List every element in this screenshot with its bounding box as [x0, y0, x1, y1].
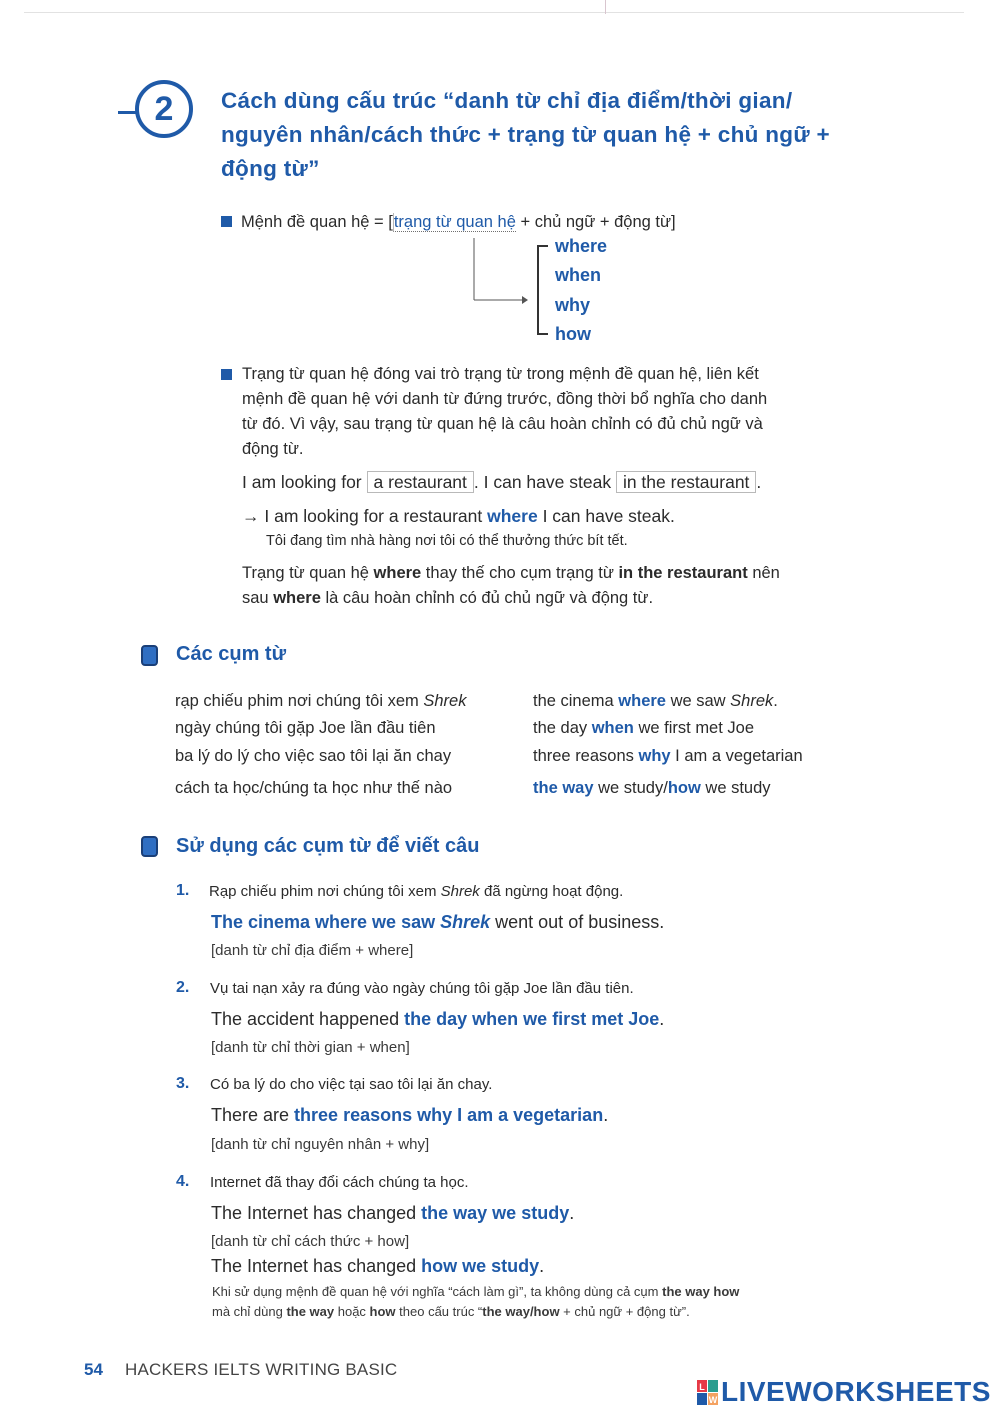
item-vi-text: đã ngừng hoạt động.	[479, 883, 624, 900]
item-number-3: 3.	[176, 1075, 190, 1092]
adverb-where: where	[555, 236, 608, 256]
phrase-en-italic: Shrek	[730, 692, 774, 710]
phrase-en-text: .	[773, 692, 778, 710]
item-en-1	[211, 912, 664, 933]
formula-prefix: Mệnh đề quan hệ = [	[241, 213, 393, 231]
page-number: 54	[84, 1360, 103, 1379]
phrase-en-3	[533, 747, 803, 766]
arrow-head-icon	[522, 296, 528, 304]
arrow-icon: →	[242, 506, 260, 526]
result-part-a: I am looking for a restaurant	[264, 506, 488, 526]
phrase-en-key: where	[618, 692, 666, 710]
item-en-text: .	[539, 1256, 545, 1276]
item-en-text: There are	[211, 1105, 295, 1125]
note1-b: thay thế cho cụm trạng từ	[421, 564, 619, 582]
small-note-key: the way/how	[482, 1304, 560, 1319]
formula-bracket-diagram	[470, 236, 550, 346]
item-note-3: [danh từ chỉ nguyên nhân + why]	[211, 1136, 430, 1153]
item-en-key-italic: Shrek	[440, 912, 491, 932]
explanation-line1: Trạng từ quan hệ đóng vai trò trạng từ trong mệnh đề quan hệ, liên kết	[242, 365, 759, 383]
phrase-en-text: the cinema	[533, 692, 619, 710]
item-number-4: 4.	[176, 1173, 190, 1190]
small-note-key: the way how	[662, 1284, 740, 1299]
phrase-en-text: the day	[533, 719, 592, 737]
item-en-text: went out of business.	[490, 912, 665, 932]
explanation-line2: mệnh đề quan hệ với danh từ đứng trước, đồng thời bổ nghĩa cho danh	[242, 390, 768, 408]
item-en-2	[211, 1009, 664, 1030]
phrase-vi-4: cách ta học/chúng ta học như thế nào	[175, 779, 453, 797]
phrase-vi-2: ngày chúng tôi gặp Joe lần đầu tiên	[175, 719, 436, 737]
phrase-en-text: three reasons	[533, 747, 639, 765]
item-en-text: The Internet has changed	[211, 1256, 422, 1276]
section-title-line1: Cách dùng cấu trúc “danh từ chỉ địa điểm/thời gian/	[221, 88, 793, 113]
formula	[241, 210, 676, 235]
explanation-paragraph	[242, 362, 857, 462]
example-box-restaurant: a restaurant	[367, 471, 474, 493]
example-box-in-restaurant: in the restaurant	[616, 471, 756, 493]
section-title-line3: động từ”	[221, 156, 320, 181]
small-note-line1	[212, 1282, 872, 1302]
example-result	[242, 503, 675, 529]
item-vi-italic: Shrek	[440, 883, 480, 900]
bracket	[538, 246, 548, 334]
example-part-a: I am looking for	[242, 472, 362, 492]
formula-suffix: + chủ ngữ + động từ]	[515, 213, 676, 231]
small-note-text: hoặc	[334, 1304, 370, 1319]
top-tick	[605, 0, 606, 14]
note1-where: where	[373, 564, 422, 582]
phrase-en-text: we first met Joe	[633, 719, 755, 737]
adverb-why: why	[555, 295, 591, 315]
bullet-square	[221, 216, 232, 227]
item-en-key: how we study	[421, 1256, 540, 1276]
top-rule	[24, 12, 964, 13]
liveworksheets-logo-icon	[697, 1380, 719, 1406]
explanation-note	[242, 561, 857, 611]
explanation-line4: động từ.	[242, 440, 304, 458]
small-note-line2	[212, 1302, 872, 1322]
item-en-4	[211, 1203, 574, 1224]
item-vi-2: Vụ tai nạn xảy ra đúng vào ngày chúng tôi gặp Joe lần đầu tiên.	[210, 980, 634, 997]
item-vi-text: Rạp chiếu phim nơi chúng tôi xem	[209, 883, 441, 900]
item-en-text: .	[569, 1203, 575, 1223]
item-note-1: [danh từ chỉ địa điểm + where]	[211, 942, 414, 959]
phrase-en-text: I am a vegetarian	[670, 747, 803, 765]
note2-a: sau	[242, 589, 274, 607]
phrase-en-key: how	[667, 779, 701, 797]
explanation-line3: từ đó. Vì vậy, sau trạng từ quan hệ là câu hoàn chỉnh có đủ chủ ngữ và	[242, 415, 763, 433]
phrase-en-key: when	[591, 719, 634, 737]
item-en-key: the way we study	[421, 1203, 570, 1223]
note1-in: in the restaurant	[618, 564, 748, 582]
small-note-text: theo cấu trúc “	[395, 1304, 483, 1319]
phrase-en-4	[533, 779, 771, 798]
note-line1	[242, 561, 857, 586]
phrase-en-key: why	[638, 747, 671, 765]
section-title-line2: nguyên nhân/cách thức + trạng từ quan hệ + chủ ngữ +	[221, 122, 830, 147]
item-note-2: [danh từ chỉ thời gian + when]	[211, 1039, 410, 1056]
result-where: where	[487, 506, 538, 526]
item-note-4: [danh từ chỉ cách thức + how]	[211, 1233, 410, 1250]
bullet-square	[221, 369, 232, 380]
small-note-text: + chủ ngữ + động từ”.	[559, 1304, 690, 1319]
phrase-vi-3: ba lý do lý cho việc sao tôi lại ăn chay	[175, 747, 452, 765]
example-part-c: .	[756, 472, 762, 492]
adverb-when: when	[555, 265, 602, 285]
example-translation: Tôi đang tìm nhà hàng nơi tôi có thể thưởng thức bít tết.	[266, 533, 628, 549]
small-note-text: mà chỉ dùng	[212, 1304, 287, 1319]
item-en-key: The cinema where we saw	[211, 912, 441, 932]
liveworksheets-watermark: LIVEWORKSHEETS	[721, 1376, 991, 1407]
item-en-text: The accident happened	[211, 1009, 405, 1029]
example-sentence	[242, 469, 761, 495]
note2-b: là câu hoàn chỉnh có đủ chủ ngữ và động từ.	[320, 589, 654, 607]
item-vi-4: Internet đã thay đổi cách chúng ta học.	[210, 1174, 469, 1191]
item-en-key: the day when we first met Joe	[404, 1009, 660, 1029]
subsection-square-icon	[141, 645, 158, 666]
phrase-en-text: we study/	[593, 779, 668, 797]
item-number-2: 2.	[176, 979, 190, 996]
phrase-vi-text: rạp chiếu phim nơi chúng tôi xem	[175, 692, 424, 710]
phrase-vi-1	[175, 692, 466, 711]
phrase-en-1	[533, 692, 778, 711]
example-part-b: . I can have steak	[473, 472, 612, 492]
book-title: HACKERS IELTS WRITING BASIC	[125, 1360, 398, 1379]
note2-where: where	[273, 589, 321, 607]
result-part-b: I can have steak.	[537, 506, 675, 526]
item-en-text: The Internet has changed	[211, 1203, 422, 1223]
note1-a: Trạng từ quan hệ	[242, 564, 374, 582]
adverb-how: how	[555, 324, 591, 344]
item-en-key: three reasons why I am a vegetarian	[294, 1105, 604, 1125]
usage-title: Sử dụng các cụm từ để viết câu	[176, 835, 480, 857]
note1-c: nên	[747, 564, 780, 582]
item-en-4b	[211, 1256, 544, 1277]
section-title	[221, 84, 881, 186]
item-en-text: .	[603, 1105, 609, 1125]
subsection-square-icon	[141, 836, 158, 857]
phrases-title: Các cụm từ	[176, 643, 287, 665]
item-4-small-note	[212, 1282, 872, 1322]
formula-highlight: trạng từ quan hệ	[393, 213, 516, 231]
item-vi-3: Có ba lý do cho việc tại sao tôi lại ăn chay.	[210, 1076, 493, 1093]
section-number: 2	[135, 80, 193, 138]
phrase-en-key: the way	[533, 779, 594, 797]
item-en-3	[211, 1105, 608, 1126]
phrase-vi-italic: Shrek	[423, 692, 467, 710]
logo-letter-l: L	[699, 1382, 705, 1392]
item-vi-1	[209, 883, 623, 900]
small-note-key: the way	[286, 1304, 335, 1319]
note-line2	[242, 586, 857, 611]
small-note-key: how	[369, 1304, 396, 1319]
phrase-en-text: we saw	[665, 692, 731, 710]
small-note-text: Khi sử dụng mệnh đề quan hệ với nghĩa “cách làm gì”, ta không dùng cả cụm	[212, 1284, 663, 1299]
logo-letter-w: W	[708, 1395, 718, 1405]
item-number-1: 1.	[176, 882, 190, 899]
item-en-text: .	[659, 1009, 665, 1029]
phrase-en-2	[533, 719, 754, 738]
phrase-en-text: we study	[700, 779, 771, 797]
